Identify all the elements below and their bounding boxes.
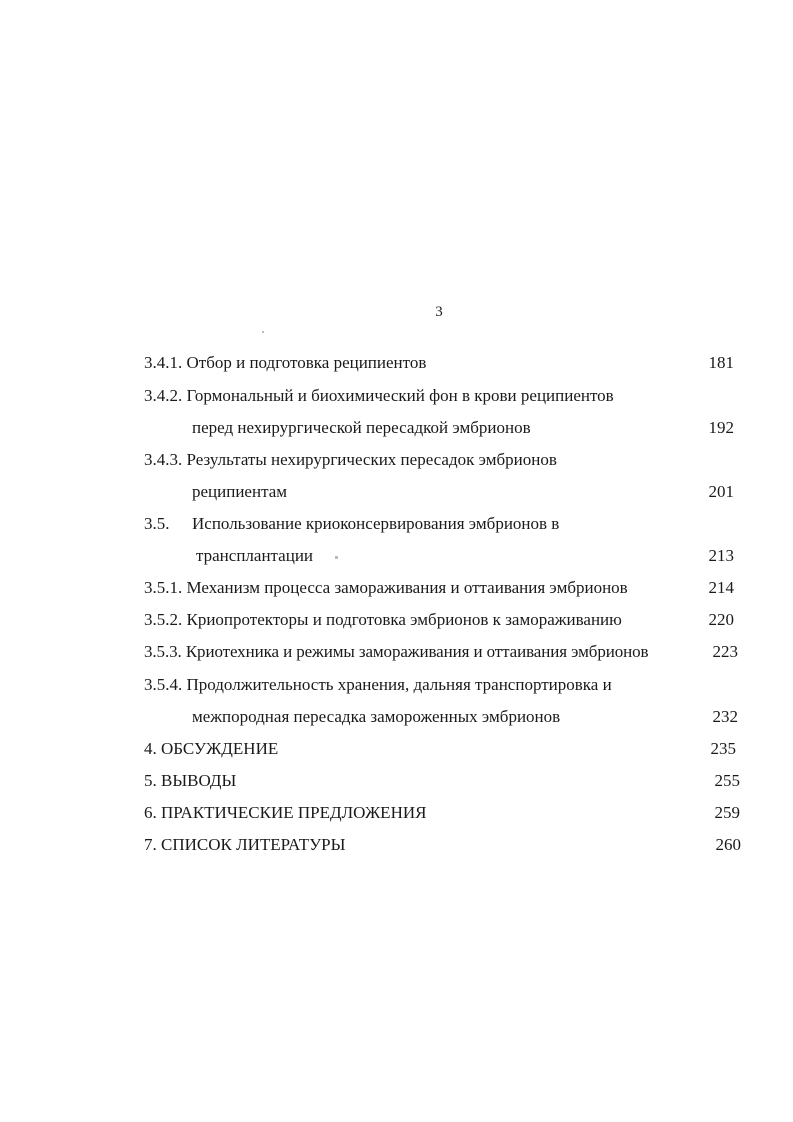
toc-entry-title: Использование криоконсервирования эмбрионов в xyxy=(192,514,560,533)
toc-entry-title-continuation: перед нехирургической пересадкой эмбрионов xyxy=(192,418,531,437)
toc-entry-page: 223 xyxy=(712,642,738,661)
toc-entry-title: Криотехника и режимы замораживания и оттаивания эмбрионов xyxy=(185,642,649,661)
toc-entry-page: 214 xyxy=(708,578,734,597)
toc-entry-number: 3.5.2. xyxy=(144,610,183,629)
toc-entry-page: 235 xyxy=(710,739,736,758)
toc-entry-page: 260 xyxy=(715,835,741,854)
toc-entry-number: 7. xyxy=(144,835,157,854)
toc-entry-page: 259 xyxy=(714,803,740,822)
toc-entry-number: 3.4.1. xyxy=(144,353,183,372)
toc-entry-title: ОБСУЖДЕНИЕ xyxy=(161,739,279,758)
page-number: 3 xyxy=(435,304,443,320)
toc-entry-number: 3.5.1. xyxy=(144,578,183,597)
toc-entry-title: Гормональный и биохимический фон в крови реципиентов xyxy=(186,386,614,405)
toc-entry-title: ПРАКТИЧЕСКИЕ ПРЕДЛОЖЕНИЯ xyxy=(161,803,427,822)
toc-entry-page: 192 xyxy=(708,418,734,437)
toc-entry-page: 232 xyxy=(712,707,738,726)
toc-entry-page: 220 xyxy=(708,610,734,629)
scan-speck xyxy=(335,556,338,559)
toc-entry-title: Продолжительность хранения, дальняя транспортировка и xyxy=(186,675,612,694)
toc-entry-page: 213 xyxy=(708,546,734,565)
toc-entry-page: 201 xyxy=(708,482,734,501)
toc-entry-number: 3.5.4. xyxy=(144,675,183,694)
toc-entry-page: 181 xyxy=(708,353,734,372)
toc-entry-number: 4. xyxy=(144,739,157,758)
toc-entry-number: 3.5.3. xyxy=(144,642,182,661)
toc-entry-title: Механизм процесса замораживания и оттаивания эмбрионов xyxy=(186,578,628,597)
toc-entry-number: 3.4.2. xyxy=(144,386,183,405)
toc-entry-title-continuation: трансплантации xyxy=(196,546,314,565)
toc-entry-title-continuation: реципиентам xyxy=(192,482,288,501)
scan-speck xyxy=(262,331,264,333)
toc-entry-title: Результаты нехирургических пересадок эмбрионов xyxy=(186,450,557,469)
toc-entry-number: 5. xyxy=(144,771,157,790)
toc-entry-title: СПИСОК ЛИТЕРАТУРЫ xyxy=(161,835,346,854)
toc-entry-number: 3.4.3. xyxy=(144,450,183,469)
toc-entry-title: ВЫВОДЫ xyxy=(161,771,237,790)
toc-entry-title: Отбор и подготовка реципиентов xyxy=(186,353,427,372)
toc-entry-title-continuation: межпородная пересадка замороженных эмбрионов xyxy=(192,707,561,726)
toc-entry-title: Криопротекторы и подготовка эмбрионов к замораживанию xyxy=(186,610,622,629)
toc-entry-page: 255 xyxy=(714,771,740,790)
toc-entry-number: 6. xyxy=(144,803,157,822)
toc-entry-number: 3.5. xyxy=(144,514,170,533)
